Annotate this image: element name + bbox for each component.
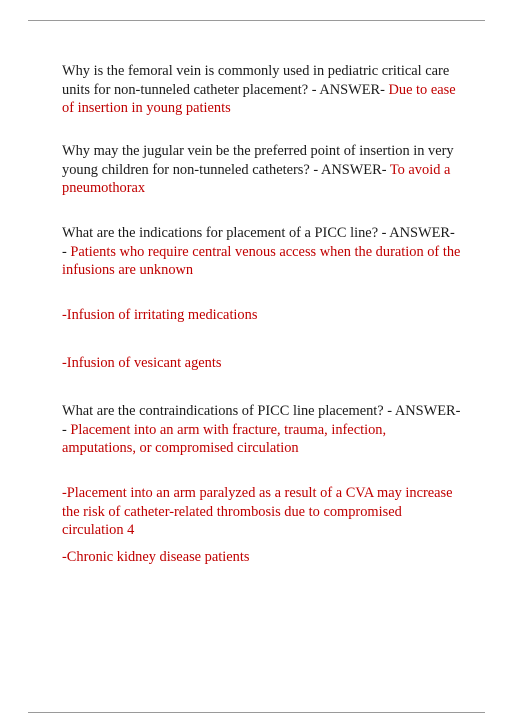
answer-item-cva-arm [62, 484, 462, 540]
question-text: What are the contraindications of PICC line placement? - ANSWER- - [62, 403, 461, 438]
answer-item-ckd-patients [62, 548, 462, 567]
qa-block-picc-indications [62, 224, 462, 280]
question-text: What are the indications for placement of a PICC line? - ANSWER- - [62, 225, 455, 260]
qa-block-picc-contraindications [62, 402, 462, 458]
answer-text: Patients who require central venous access when the duration of the infusions are unknown [62, 243, 461, 279]
answer-text: -Placement into an arm paralyzed as a result of a CVA may increase the risk of catheter-related thrombosis due to compromised circulation 4 [62, 485, 453, 539]
answer-text: Due to ease of insertion in young patients [62, 81, 456, 117]
answer-text: To avoid a pneumothorax [62, 161, 451, 197]
qa-block-jugular-vein [62, 142, 462, 198]
answer-item-irritating-medications [62, 306, 462, 325]
question-text: Why may the jugular vein be the preferred point of insertion in very young children for non-tunneled catheters? - ANSWER- [62, 143, 454, 178]
answer-text: -Infusion of irritating medications [62, 307, 258, 323]
answer-item-vesicant-agents [62, 354, 462, 373]
answer-text: Placement into an arm with fracture, trauma, infection, amputations, or compromised circulation [62, 421, 387, 457]
answer-text: -Chronic kidney disease patients [62, 549, 250, 565]
answer-text: -Infusion of vesicant agents [62, 355, 222, 371]
question-text: Why is the femoral vein is commonly used in pediatric critical care units for non-tunneled catheter placement? - ANSWER- [62, 63, 450, 98]
qa-block-femoral-vein [62, 62, 462, 118]
footer-rule [28, 712, 485, 713]
header-rule [28, 20, 485, 21]
